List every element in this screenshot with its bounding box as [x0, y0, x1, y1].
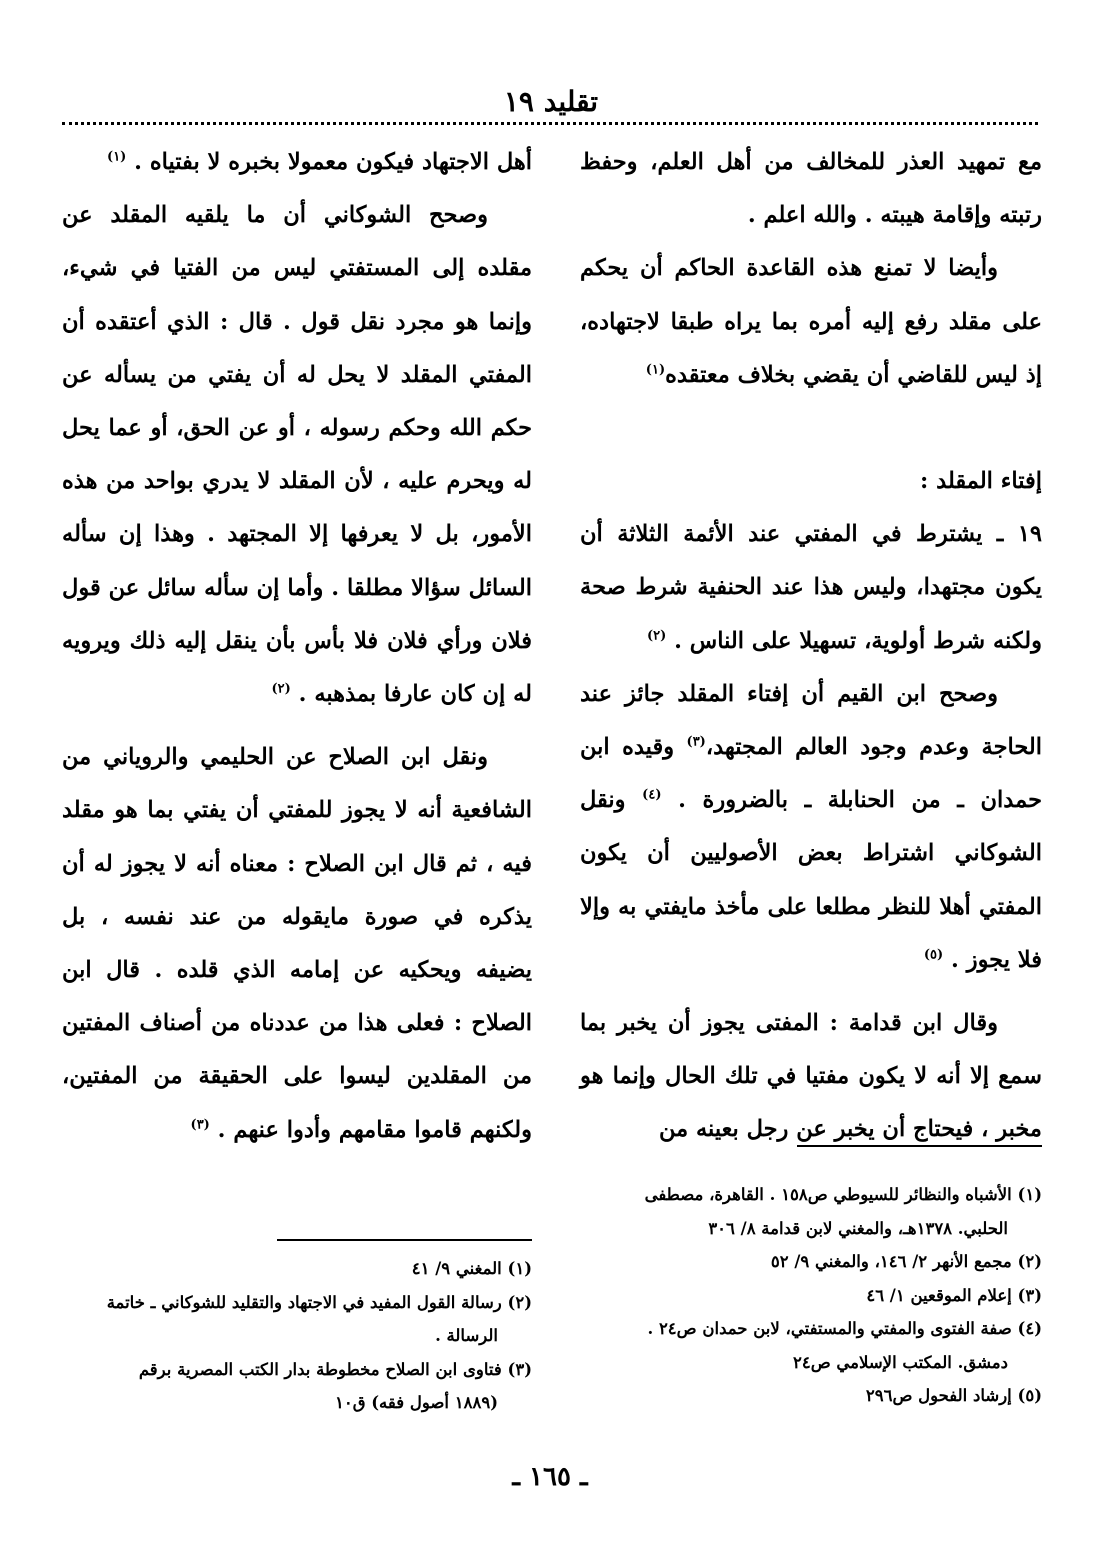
footnote-marker: (١) — [645, 362, 666, 378]
paragraph — [580, 242, 1042, 402]
paragraph-text: وقال ابن قدامة : المفتى يجوز أن يخبر بما سمع إلا أنه لا يكون مفتيا في تلك الحال وإنما هو مخبر ، فيحتاج أن يخبر عن رجل بعينه من — [580, 1010, 1042, 1143]
footnote-line: دمشق. المكتب الإسلامي ص٢٤ — [792, 1352, 1008, 1372]
paragraph — [62, 189, 532, 721]
paragraph — [62, 731, 532, 1157]
footnote-marker: (٢) — [647, 628, 667, 644]
paragraph-text: ونقل الشوكاني اشتراط بعض الأصوليين أن يكون المفتي أهلا للنظر مطلعا على مأخذ مايفتي به وإلا فلا يجوز . — [580, 787, 1042, 973]
footnote-marker: (٣) — [686, 734, 706, 750]
footnote-marker: (٥) — [923, 947, 944, 963]
footnote-separator — [797, 1145, 1042, 1147]
paragraph — [580, 668, 1042, 987]
footnote-line: (١٨٨٩ أصول فقه) ق١٠ — [334, 1393, 498, 1412]
footnote-line: (٤) صفة الفتوى والمفتي والمستفتي، لابن حمدان ص٢٤ . — [647, 1319, 1042, 1338]
paragraph-text: وصحح ابن القيم أن إفتاء المقلد جائز عند الحاجة وعدم وجود العالم المجتهد، — [580, 680, 1042, 761]
footnote-line: (٣) فتاوى ابن الصلاح مخطوطة بدار الكتب المصرية برقم — [138, 1359, 532, 1379]
right-column — [580, 136, 1042, 1157]
section-heading: إفتاء المقلد : — [920, 468, 1042, 495]
footnote-line: الرسالة . — [435, 1326, 498, 1345]
paragraph-text: أهل الاجتهاد فيكون معمولا بخبره لا بفتياه . — [134, 149, 532, 175]
paragraph — [580, 508, 1042, 668]
paragraph-text: ١٩ ـ يشترط في المفتي عند الأئمة الثلاثة أن يكون مجتهدا، وليس هذا عند الحنفية شرط صحة ولكنه شرط أولوية، تسهيلا على الناس . — [580, 521, 1042, 654]
footnote-line: (٥) إرشاد الفحول ص٢٩٦ — [865, 1386, 1042, 1405]
footnote-separator — [277, 1239, 532, 1241]
paragraph-text: وأيضا لا تمنع هذه القاعدة الحاكم أن يحكم على مقلد رفع إليه أمره بما يراه طبقا لاجتهاده، إذ ليس للقاضي أن يقضي بخلاف معتقده — [580, 255, 1042, 388]
footnote-marker: (٣) — [190, 1117, 210, 1133]
header-dotted-rule — [62, 122, 1038, 125]
footnote-marker: (٢) — [271, 681, 291, 697]
footnote-marker: (١) — [107, 149, 127, 165]
footnotes-left — [62, 1252, 532, 1420]
footnote-line: (٢) رسالة القول المفيد في الاجتهاد والتقليد للشوكاني ـ خاتمة — [106, 1292, 532, 1312]
footnote-line: (١) المغني ٩/ ٤١ — [411, 1259, 532, 1278]
paragraph-text: وقيده ابن حمدان ـ من الحنابلة ـ بالضرورة . — [580, 734, 1042, 814]
footnote-line: (٢) مجمع الأنهر ٢/ ١٤٦، والمغني ٩/ ٥٢ — [770, 1252, 1042, 1271]
paragraph-text: مع تمهيد العذر للمخالف من أهل العلم، وحفظ رتبته وإقامة هيبته . والله اعلم . — [580, 149, 1042, 229]
footnote-marker: (٤) — [642, 787, 662, 803]
paragraph — [580, 997, 1042, 1157]
left-column — [62, 136, 532, 1157]
page-number: ـ ١٦٥ ـ — [512, 1462, 588, 1492]
footnote-line: الحلبي. ١٣٧٨هـ، والمغني لابن قدامة ٨/ ٣٠٦ — [708, 1218, 1008, 1238]
paragraph-text: ونقل ابن الصلاح عن الحليمي والروياني من الشافعية أنه لا يجوز للمفتي أن يفتي بما هو مقلد فيه ، ثم قال ابن الصلاح : معناه أنه لا يجوز له أن يذكره في صورة مايقوله من عند نفسه ، بل يضيفه ويحكيه عن إمامه الذي قلده . قال ابن الصلاح : فعلى هذا من عددناه من أصناف المفتين من المقلدين ليسوا على الحقيقة من المفتين، ولكنهم قاموا مقامهم وأدوا عنهم . — [62, 744, 532, 1143]
footnote-line: (٣) إعلام الموقعين ١/ ٤٦ — [866, 1285, 1042, 1305]
paragraph — [580, 136, 1042, 242]
running-header: تقليد ١٩ — [503, 85, 599, 118]
footnote-line: (١) الأشباه والنظائر للسيوطي ص١٥٨ . القاهرة، مصطفى — [644, 1185, 1042, 1204]
footnotes-right — [580, 1178, 1042, 1413]
paragraph — [62, 136, 532, 189]
paragraph-text: وصحح الشوكاني أن ما يلقيه المقلد عن مقلده إلى المستفتي ليس من الفتيا في شيء، وإنما هو مجرد نقل قول . قال : الذي أعتقده أن المفتي المقلد لا يحل له أن يفتي من يسأله عن حكم الله وحكم رسوله ، أو عن الحق، أو عما يحل له ويحرم عليه ، لأن المقلد لا يدري بواحد من هذه الأمور، بل لا يعرفها إلا المجتهد . وهذا إن سأله السائل سؤالا مطلقا . وأما إن سأله سائل عن قول فلان ورأي فلان فلا بأس بأن ينقل إليه ذلك ويرويه له إن كان عارفا بمذهبه . — [62, 202, 532, 708]
